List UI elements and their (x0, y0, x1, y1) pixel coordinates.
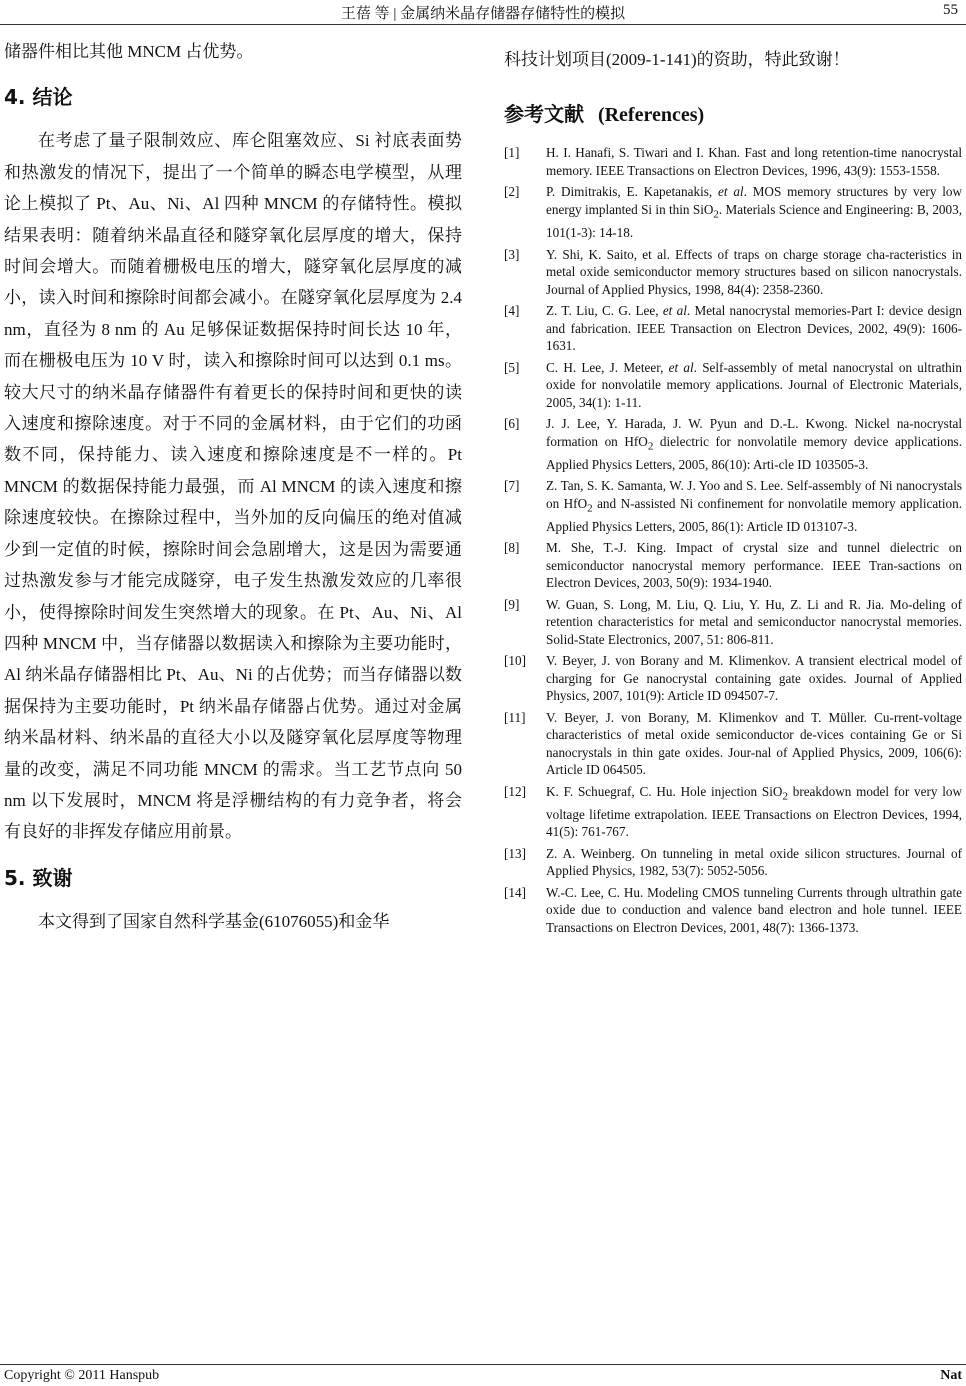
reference-item (504, 415, 962, 473)
reference-number: [8] (504, 540, 520, 556)
reference-text: Z. T. Liu, C. G. Lee, et al. Metal nanocrystal memories-Part I: device design and fabrication. IEEE Transaction on Electron Devices, 2002, 49(9): 1606-1631. (546, 303, 962, 354)
reference-item (504, 144, 962, 179)
right-column (504, 44, 962, 940)
reference-item (504, 246, 962, 299)
acknowledgement-paragraph: 本文得到了国家自然科学基金(61076055)和金华 (38, 911, 390, 931)
reference-text: Z. A. Weinberg. On tunneling in metal oxide silicon structures. Journal of Applied Physics, 1982, 53(7): 5052-5056. (546, 845, 962, 879)
section-5-heading: 5. 致谢 (4, 865, 73, 890)
reference-number: [3] (504, 246, 520, 262)
reference-text: P. Dimitrakis, E. Kapetanakis, et al. MOS memory structures by very low energy implanted Si in thin SiO$_2$. Materials Science and Engineering: B, 2003, 101(1-3): 14-18. (546, 184, 963, 241)
reference-item (504, 783, 962, 841)
reference-text: H. I. Hanafi, S. Tiwari and I. Khan. Fast and long retention-time nanocrystal memory. IEEE Transactions on Electron Devices, 1996, 43(9): 1553-1558. (546, 145, 962, 178)
reference-text: W. Guan, S. Long, M. Liu, Q. Liu, Y. Hu, Z. Li and R. Jia. Mo-deling of retention characteristics for metal and semiconductor nanocrystal memories. Solid-State Electronics, 2007, 51: 806-811. (546, 596, 962, 647)
references-heading (504, 99, 962, 130)
reference-number: [4] (504, 303, 520, 319)
reference-text: W.-C. Lee, C. Hu. Modeling CMOS tunneling Currents through ultrathin gate oxide due to conduction and valence band electron and hole tunnel. IEEE Transactions on Electron Devices, 2001, 48(7): 1366-1373. (546, 884, 962, 935)
page-number: 55 (943, 2, 958, 18)
acknowledgement-continuation: 科技计划项目(2009-1-141)的资助，特此致谢！ (504, 50, 850, 69)
reference-item (504, 477, 962, 535)
reference-text: J. J. Lee, Y. Harada, J. W. Pyun and D.-L. Kwong. Nickel na-nocrystal formation on HfO$_2$ dielectric for nonvolatile memory device applications. Applied Physics Letters, 2005, 86(10): Arti-cle ID 103505-3. (546, 416, 962, 472)
reference-number: [9] (504, 596, 520, 612)
reference-text: K. F. Schuegraf, C. Hu. Hole injection SiO$_2$ breakdown model for very low voltage lifetime extrapolation. IEEE Transactions on Electron Devices, 1994, 41(5): 761-767. (546, 783, 962, 840)
reference-item (504, 359, 962, 412)
footer-journal-fragment: Nat (940, 1368, 962, 1383)
reference-number: [13] (504, 845, 526, 861)
reference-item (504, 884, 962, 937)
reference-text: V. Beyer, J. von Borany and M. Klimenkov. A transient electrical model of charging for Ge nanocrystal containing gate oxides. Journal of Applied Physics, 2007, 101(9): Article ID 094507-7. (546, 653, 962, 704)
reference-text: Y. Shi, K. Saito, et al. Effects of traps on charge storage cha-racteristics in metal oxide semiconductor memory structures based on silicon nanocrystals. Journal of Applied Physics, 1998, 84(4): 2358-2360. (546, 246, 962, 297)
reference-text: V. Beyer, J. von Borany, M. Klimenkov and T. Müller. Cu-rrent-voltage characteristics of metal oxide semiconductor de-vices containing Ge or Si nanocrystals in thin gate oxides. Jour-nal of Applied Physics, 2009, 106(6): Article ID 064505. (546, 709, 962, 778)
reference-list (504, 144, 962, 936)
reference-item (504, 302, 962, 355)
copyright-notice: Copyright © 2011 Hanspub (4, 1368, 160, 1383)
reference-item (504, 596, 962, 649)
reference-number: [10] (504, 653, 526, 669)
reference-text: C. H. Lee, J. Meteer, et al. Self-assembly of metal nanocrystal on ultrathin oxide for nonvolatile memory applications. Journal of Electronic Materials, 2005, 34(1): 1-11. (546, 359, 962, 410)
conclusion-paragraph: 在考虑了量子限制效应、库仑阻塞效应、Si 衬底表面势和热激发的情况下，提出了一个简单的瞬态电学模型，从理论上模拟了 Pt、Au、Ni、Al 四种 MNCM 的存储特性。模拟结果表明：随着纳米晶直径和隧穿氧化层厚度的增大，保持时间会增大。而随着栅极电压的增大，隧穿氧化层厚度的减小，读入时间和擦除时间都会减小。在隧穿氧化层厚度为 2.4 nm，直径为 8 nm 的 Au 足够保证数据保持时间长达 10 年，而在栅极电压为 10 V 时，读入和擦除时间可以达到 0.1 ms。较大尺寸的纳米晶存储器件有着更长的保持时间和更快的读入速度和擦除速度。对于不同的金属材料，由于它们的功函数不同，保持能力、读入速度和擦除速度是不一样的。Pt MNCM 的数据保持能力最强，而 Al MNCM 的读入速度和擦除速度较快。在擦除过程中，当外加的反向偏压的绝对值减少到一定值的时候，擦除时间会急剧增大，这是因为需要通过热激发参与才能完成隧穿，电子发生热激发效应的几率很小，使得擦除时间发生突然增大的现象。在 Pt、Au、Ni、Al 四种 MNCM 中，当存储器以数据读入和擦除为主要功能时，Al 纳米晶存储器相比 Pt、Au、Ni 的占优势；而当存储器以数据保持为主要功能时，Pt 纳米晶存储器占优势。通过对金属纳米晶材料、纳米晶的直径大小以及隧穿氧化层厚度等物理量的改变，满足不同功能 MNCM 的需求。当工艺节点向 50 nm 以下发展时，MNCM 将是浮栅结构的有力竞争者，将会有良好的非挥发存储应用前景。 (4, 131, 462, 842)
reference-item (504, 845, 962, 880)
reference-number: [1] (504, 145, 520, 161)
page-header (0, 0, 966, 24)
reference-text: M. She, T.-J. King. Impact of crystal size and tunnel dielectric on semiconductor nanocrystal memory performance. IEEE Tran-sactions on Electron Devices, 2003, 50(9): 1934-1940. (546, 540, 962, 591)
reference-number: [6] (504, 416, 520, 432)
reference-item (504, 539, 962, 592)
header-divider (0, 24, 966, 25)
footer-divider (0, 1364, 966, 1365)
running-title: 王蓓 等 | 金属纳米晶存储器存储特性的模拟 (340, 6, 626, 22)
reference-number: [2] (504, 184, 520, 200)
reference-item (504, 183, 962, 241)
section-4-heading: 4. 结论 (4, 85, 73, 110)
reference-number: [7] (504, 478, 520, 494)
reference-number: [12] (504, 783, 526, 799)
left-column (4, 36, 462, 937)
references-heading-en: (References) (597, 104, 705, 127)
reference-number: [5] (504, 359, 520, 375)
references-heading-cn: 参考文献 (504, 102, 584, 127)
reference-item (504, 709, 962, 779)
reference-number: [14] (504, 884, 526, 900)
reference-text: Z. Tan, S. K. Samanta, W. J. Yoo and S. Lee. Self-assembly of Ni nanocrystals on HfO$_2$ and N-assisted Ni confinement for nonvolatile memory application. Applied Physics Letters, 2005, 86(1): Article ID 013107-3. (546, 478, 962, 534)
reference-item (504, 652, 962, 705)
reference-number: [11] (504, 709, 526, 725)
continuation-paragraph: 储器件相比其他 MNCM 占优势。 (4, 42, 254, 61)
